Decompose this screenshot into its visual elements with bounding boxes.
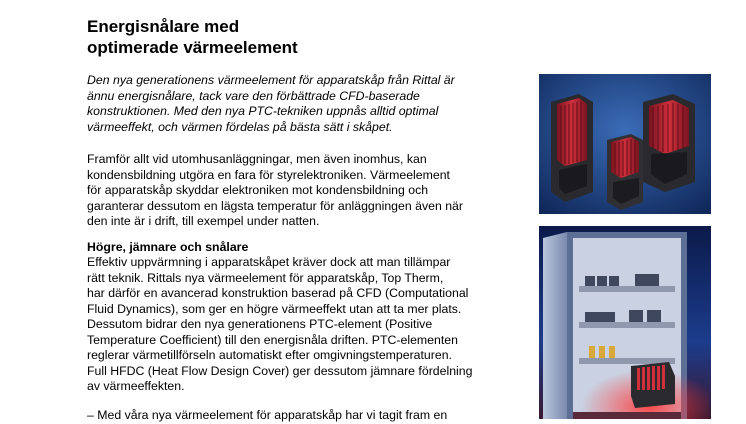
text-line: Effektiv uppvärmning i apparatskåpet kräver dock att man tillämpar bbox=[87, 255, 451, 269]
text-line: garanterar dessutom en lägsta temperatur för anläggningen även när bbox=[87, 198, 463, 213]
text-line: Full HFDC (Heat Flow Design Cover) ger dessutom jämnare fördelning bbox=[87, 363, 473, 378]
text-line: Temperature Coefficient) till den energisnåla driften. PTC-elementen bbox=[87, 332, 458, 347]
text-line: värmeeffekt, och värmen fördelas på bästa sätt i skåpet. bbox=[87, 119, 393, 134]
text-line: har därför en avancerad konstruktion baserad på CFD (Computational bbox=[87, 286, 469, 300]
body-paragraph-3 bbox=[87, 408, 533, 424]
heaters-illustration bbox=[539, 74, 711, 214]
title-line: optimerade värmeelement bbox=[87, 38, 298, 57]
text-line: Fluid Dynamics), som ger en högre värmeeffekt utan att ta mer plats. bbox=[87, 301, 462, 316]
text-line: Den nya generationens värmeelement för apparatskåp från Rittal är bbox=[87, 73, 455, 87]
title-line: Energisnålare med bbox=[87, 17, 240, 36]
text-line: reglerar värmetillförseln automatiskt efter omgivningstemperaturen. bbox=[87, 348, 452, 362]
text-line: ännu energisnålare, tack vare den förbättrade CFD-baserade bbox=[87, 88, 420, 103]
text-line: för apparatskåp skyddar elektroniken mot kondensbildning och bbox=[87, 183, 429, 197]
text-line: konstruktionen. Med den nya PTC-tekniken uppnås alltid optimal bbox=[87, 104, 439, 118]
article-title bbox=[87, 16, 507, 58]
enclosure-interior-photo bbox=[539, 226, 711, 419]
intro-paragraph bbox=[87, 73, 533, 135]
section-heading: Högre, jämnare och snålare bbox=[87, 240, 249, 254]
heaters-product-photo bbox=[539, 74, 711, 214]
text-line: Dessutom bidrar den nya generationens PTC-element (Positive bbox=[87, 317, 433, 331]
text-line: kondensbildning utgöra en fara för styrelektroniken. Värmeelement bbox=[87, 167, 450, 182]
body-paragraph-2 bbox=[87, 255, 533, 395]
text-line: – Med våra nya värmeelement för apparatskåp har vi tagit fram en bbox=[87, 408, 448, 422]
enclosure-illustration bbox=[539, 226, 711, 419]
text-line: den inte är i drift, till exempel under natten. bbox=[87, 214, 320, 228]
body-paragraph-1 bbox=[87, 152, 533, 230]
text-line: av värmeeffekten. bbox=[87, 379, 185, 393]
text-line: rätt teknik. Rittals nya värmeelement för apparatskåp, Top Therm, bbox=[87, 270, 444, 285]
text-line: Framför allt vid utomhusanläggningar, men även inomhus, kan bbox=[87, 152, 427, 166]
